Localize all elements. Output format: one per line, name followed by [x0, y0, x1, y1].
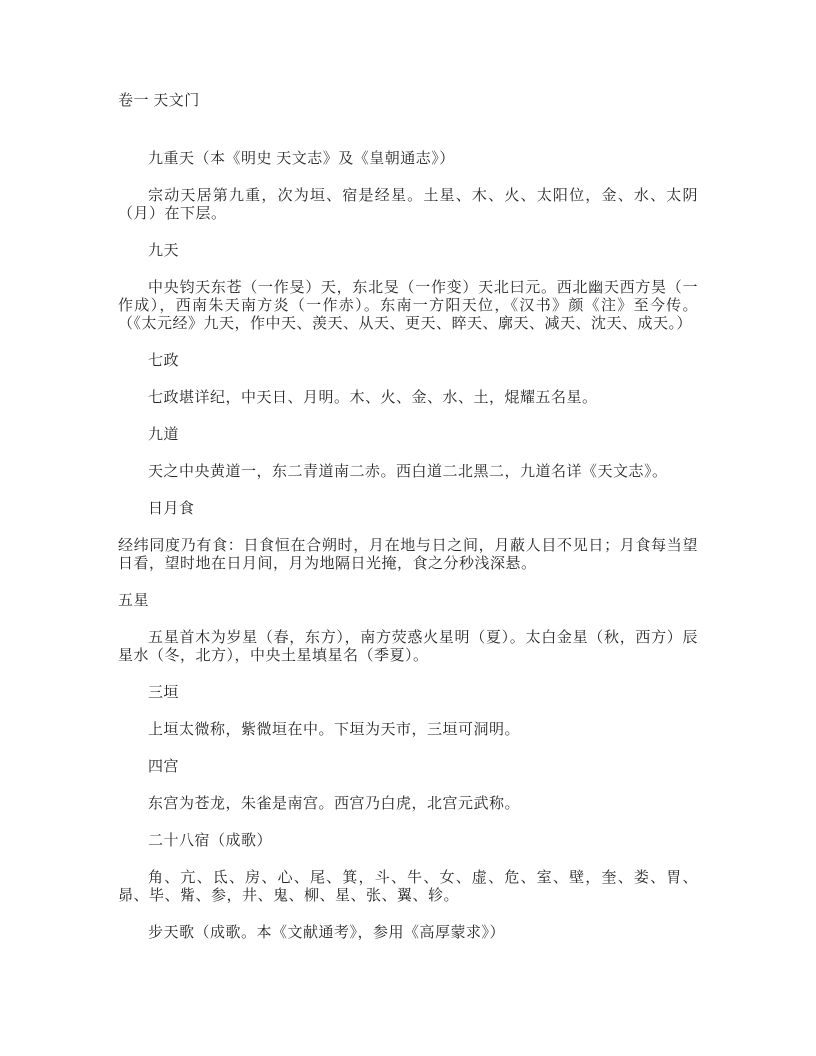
- para-five-stars: 五星首木为岁星（春，东方），南方荧惑火星明（夏）。太白金星（秋，西方）辰星水（冬，北方），中央土星填星名（季夏）。: [118, 630, 698, 664]
- chapter-title: 卷一 天文门: [118, 93, 200, 109]
- heading-four-palaces: 四宫: [148, 759, 180, 775]
- heading-twenty-eight-mansions: 二十八宿（成歌）: [148, 833, 273, 849]
- para-sun-moon-eclipse: 经纬同度乃有食：日食恒在合朔时，月在地与日之间，月蔽人目不见日；月食每当望日看，望时地在日月间，月为地隔日光掩，食之分秒浅深悬。: [118, 538, 698, 572]
- para-three-enclosures: 上垣太微称，紫微垣在中。下垣为天市，三垣可洞明。: [148, 722, 521, 738]
- para-nine-layered-heavens: 宗动天居第九重，次为垣、宿是经星。土星、木、火、太阳位，金、水、太阴（月）在下层。: [118, 188, 698, 222]
- heading-three-enclosures: 三垣: [148, 685, 180, 701]
- heading-nine-heavens: 九天: [148, 243, 180, 259]
- heading-nine-layered-heavens: 九重天（本《明史 天文志》及《皇朝通志》）: [148, 151, 455, 167]
- heading-five-stars: 五星: [118, 593, 150, 609]
- heading-seven-governors: 七政: [148, 353, 180, 369]
- para-twenty-eight-mansions: 角、亢、氐、房、心、尾、箕，斗、牛、女、虚、危、室、壁，奎、娄、胃、昴、毕、觜、参，井、鬼、柳、星、张、翼、轸。: [118, 870, 698, 904]
- heading-sun-moon-eclipse: 日月食: [148, 501, 195, 517]
- para-nine-heavens: 中央钧天东苍（一作旻）天，东北旻（一作变）天北曰元。西北幽天西方昊（一作成），西南朱天南方炎（一作赤）。东南一方阳天位，《汉书》颜《注》至今传。（《太元经》九天，作中天、羡天、从天、更天、睟天、廓天、减天、沈天、成天。）: [118, 280, 698, 332]
- heading-butian-song: 步天歌（成歌。本《文献通考》，参用《高厚蒙求》）: [148, 925, 506, 941]
- para-seven-governors: 七政堪详纪，中天日、月明。木、火、金、水、土，焜耀五名星。: [148, 390, 598, 406]
- para-four-palaces: 东宫为苍龙，朱雀是南宫。西宫乃白虎，北宫元武称。: [148, 796, 521, 812]
- heading-nine-paths: 九道: [148, 427, 180, 443]
- para-nine-paths: 天之中央黄道一，东二青道南二赤。西白道二北黑二，九道名详《天文志》。: [148, 464, 668, 480]
